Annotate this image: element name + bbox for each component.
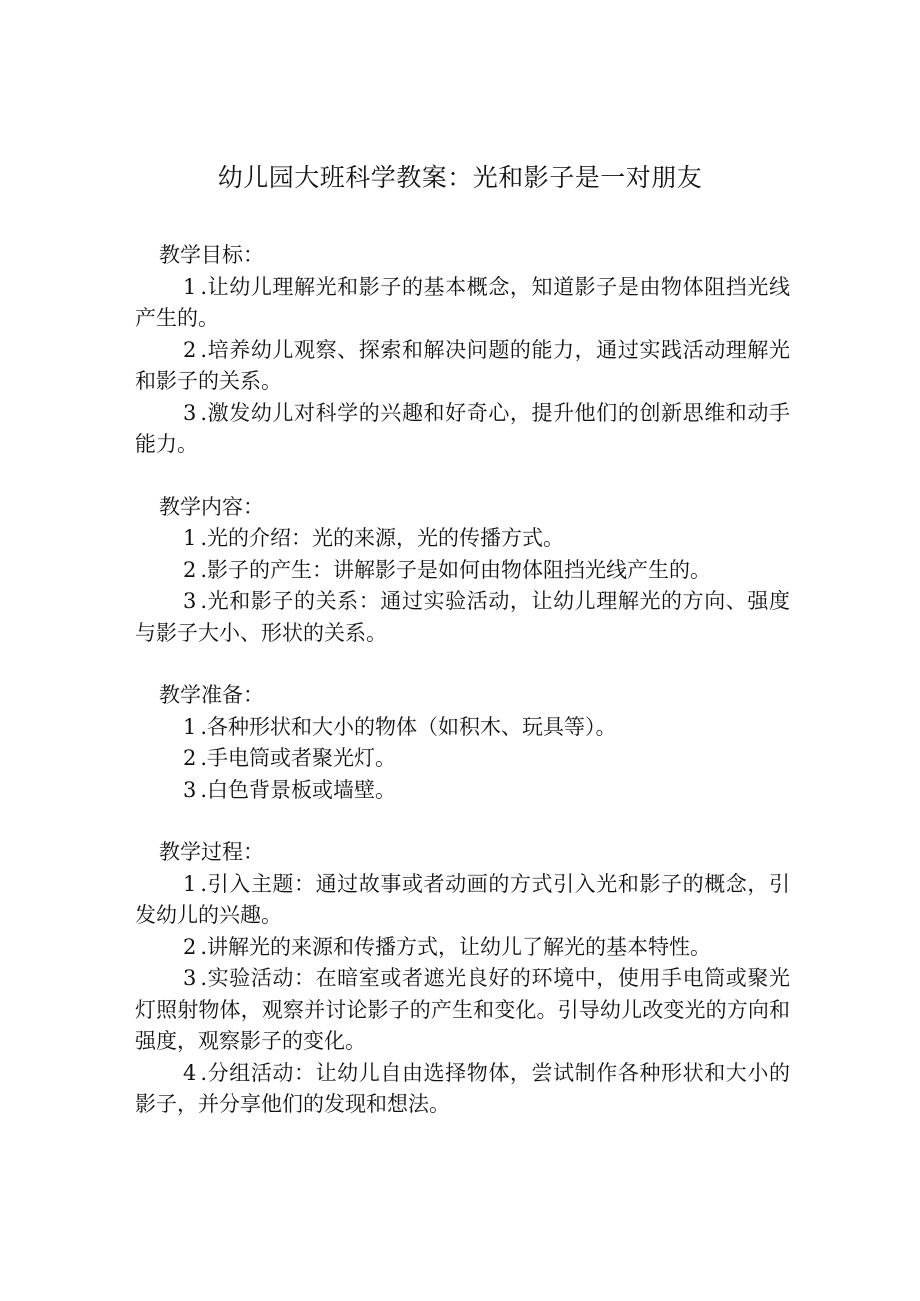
item-number: 2	[183, 337, 197, 362]
item-text: .光和影子的关系：通过实验活动，让幼儿理解光的方向、强度与影子大小、形状的关系。	[135, 589, 790, 645]
section-heading: 教学准备：	[159, 683, 264, 707]
item-number: 3	[183, 400, 197, 425]
list-item	[135, 335, 790, 398]
list-item	[135, 555, 790, 587]
item-number: 1	[183, 274, 197, 299]
section-heading: 教学过程：	[159, 840, 264, 864]
item-text: .激发幼儿对科学的兴趣和好奇心，提升他们的创新思维和动手能力。	[135, 400, 790, 456]
item-number: 1	[183, 714, 197, 739]
list-item	[135, 523, 790, 555]
list-item	[135, 398, 790, 461]
section-heading: 教学目标：	[159, 243, 264, 267]
item-text: .实验活动：在暗室或者遮光良好的环境中，使用手电筒或聚光灯照射物体，观察并讨论影子的产生和变化。引导幼儿改变光的方向和强度，观察影子的变化。	[135, 966, 790, 1053]
item-number: 3	[183, 589, 197, 613]
section-teaching-objectives	[135, 240, 790, 461]
item-text: .手电筒或者聚光灯。	[200, 746, 397, 770]
item-text: .培养幼儿观察、探索和解决问题的能力，通过实践活动理解光和影子的关系。	[135, 337, 790, 393]
list-item	[135, 869, 790, 932]
item-number: 2	[183, 557, 197, 582]
list-item	[135, 775, 790, 807]
item-number: 4	[183, 1060, 197, 1085]
item-number: 2	[183, 746, 197, 770]
section-heading: 教学内容：	[159, 494, 264, 519]
section-teaching-process	[135, 837, 790, 1121]
item-text: .让幼儿理解光和影子的基本概念，知道影子是由物体阻挡光线产生的。	[135, 274, 790, 330]
list-item	[135, 963, 790, 1058]
item-text: .讲解光的来源和传播方式，让幼儿了解光的基本特性。	[200, 934, 712, 959]
document-title: 幼儿园大班科学教案：光和影子是一对朋友	[217, 163, 703, 192]
item-text: .影子的产生：讲解影子是如何由物体阻挡光线产生的。	[200, 557, 712, 582]
item-text: .白色背景板或墙壁。	[200, 777, 397, 802]
section-teaching-content	[135, 492, 790, 650]
list-item	[135, 743, 790, 775]
item-number: 1	[183, 871, 197, 896]
item-text: .引入主题：通过故事或者动画的方式引入光和影子的概念，引发幼儿的兴趣。	[135, 871, 790, 927]
list-item	[135, 272, 790, 335]
item-number: 3	[183, 777, 197, 802]
item-number: 3	[183, 966, 197, 990]
list-item	[135, 586, 790, 649]
item-text: .分组活动：让幼儿自由选择物体，尝试制作各种形状和大小的影子，并分享他们的发现和想法。	[135, 1060, 790, 1116]
list-item	[135, 712, 790, 744]
section-teaching-preparation	[135, 680, 790, 806]
item-text: .各种形状和大小的物体（如积木、玩具等）。	[200, 714, 617, 739]
item-number: 1	[183, 526, 197, 550]
item-number: 2	[183, 934, 197, 959]
document-body	[135, 240, 790, 1152]
item-text: .光的介绍：光的来源，光的传播方式。	[200, 526, 565, 550]
list-item	[135, 932, 790, 964]
list-item	[135, 1058, 790, 1121]
